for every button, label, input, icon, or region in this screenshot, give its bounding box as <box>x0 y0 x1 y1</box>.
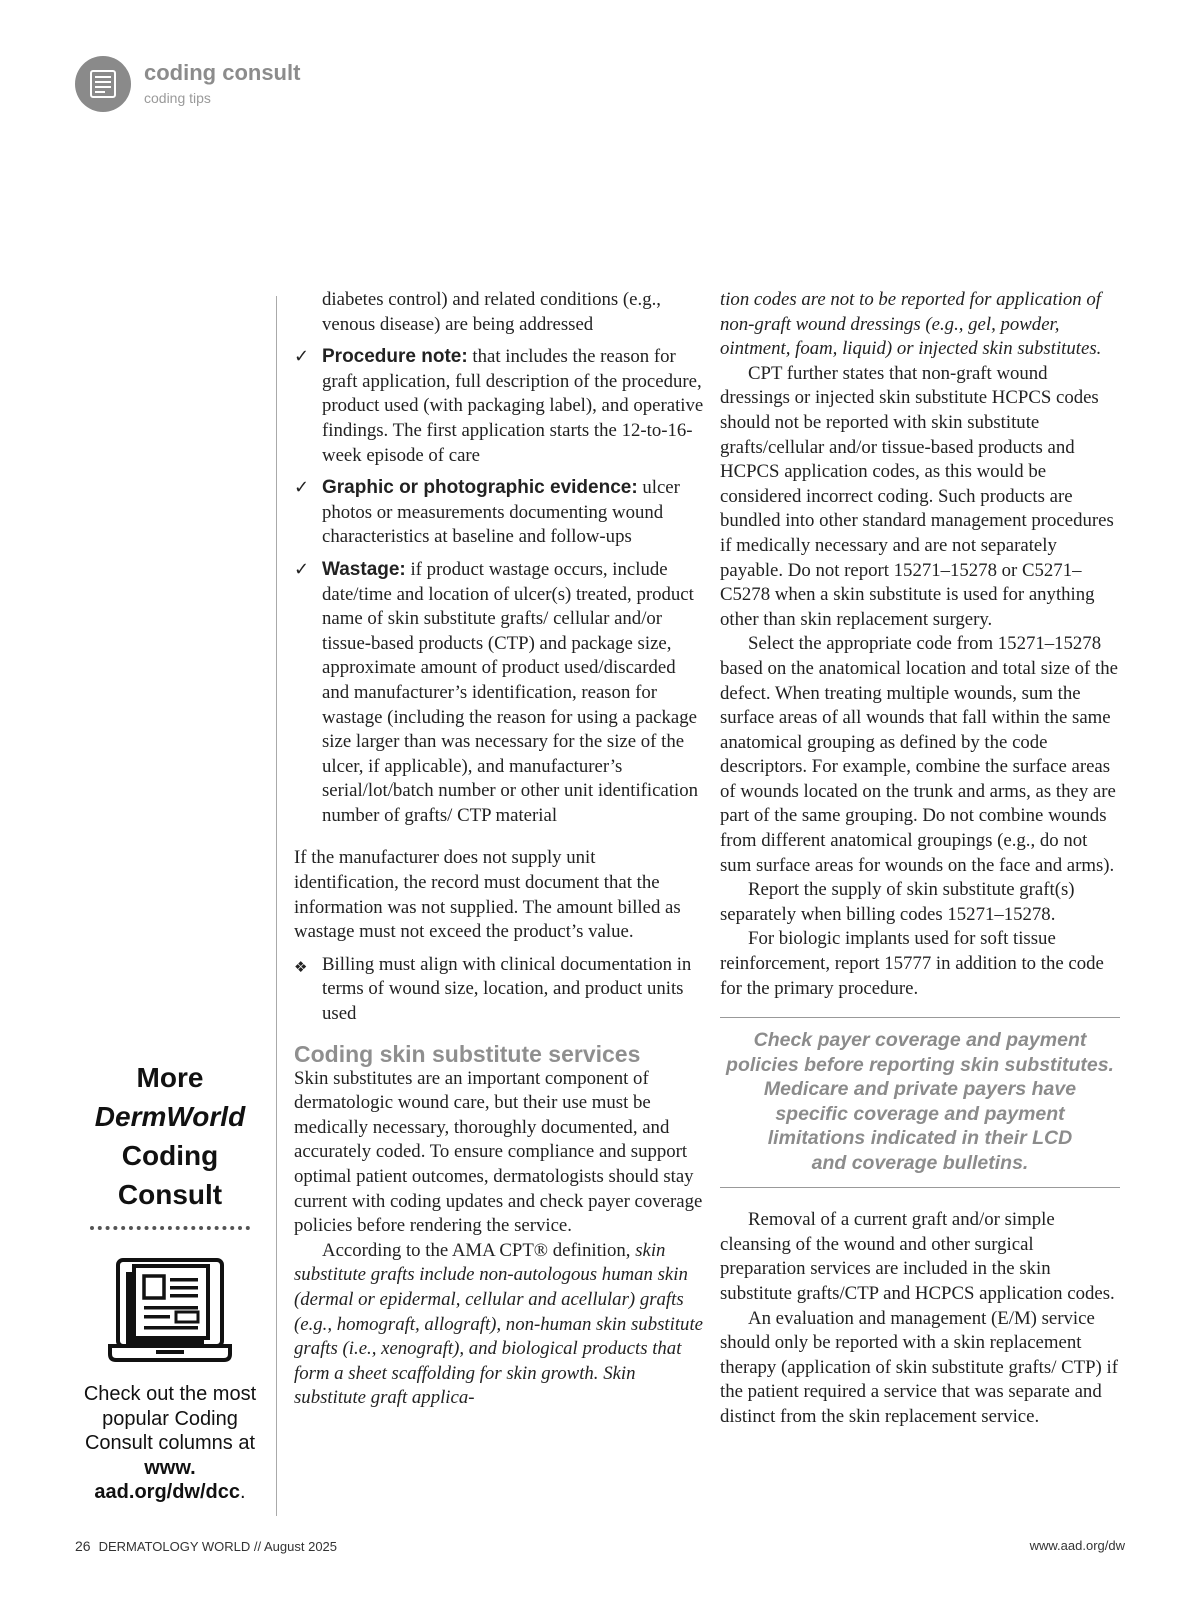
pull-quote: Check payer coverage and payment policies before reporting skin substitutes. Medicare and private payers have specific coverage and payment limitations indicated in their LCD and coverage bulletins. <box>720 1017 1120 1188</box>
page-footer-left <box>75 1538 337 1554</box>
continued-text: diabetes control) and related conditions (e.g., venous disease) are being addressed <box>322 289 661 335</box>
body-paragraph: Removal of a current graft and/or simple cleansing of the wound and other surgical preparation services are included in the skin substitute grafts/CTP and HCPCS application codes. <box>720 1209 1115 1304</box>
sidebar-promo <box>75 1058 265 1505</box>
sidebar-heading: More DermWorld Coding Consult <box>94 1062 246 1210</box>
body-paragraph: If the manufacturer does not supply unit identification, the record must document that the information was not supplied. The amount billed as wastage must not exceed the product’s value. <box>294 847 681 943</box>
dotted-divider <box>90 1226 250 1230</box>
vertical-divider <box>276 296 277 1516</box>
document-icon <box>90 70 116 98</box>
checkmark-icon: ✓ <box>294 558 310 580</box>
body-paragraph: Skin substitutes are an important component of dermatologic wound care, but their use must be medically necessary, thoroughly documented, and accurately coded. To ensure compliance and support optimal patient outcomes, dermatologists should stay current with coding updates and check payer coverage policies before rendering the service. <box>294 1067 703 1237</box>
diamond-bullet-icon: ❖ <box>294 957 308 976</box>
publication-name: DERMATOLOGY WORLD // August 2025 <box>98 1539 338 1554</box>
bullet-item: ❖ Billing must align with clinical documentation in terms of wound size, location, and product units used <box>294 953 692 1025</box>
page-number: 26 <box>75 1538 91 1554</box>
body-paragraph: According to the AMA CPT® definition, skin substitute grafts include non-autologous human skin (dermal or epidermal, cellular and acellular) grafts (e.g., homograft, allograft), non-human skin substitute grafts (i.e., xenograft), and biological products that form a sheet scaffolding for skin growth. Skin substitute graft applica- <box>294 1239 703 1409</box>
checklist-item: ✓ Graphic or photographic evidence: ulcer photos or measurements documenting wound characteristics at baseline and follow-ups <box>294 477 680 548</box>
subheading: Coding skin substitute services <box>294 1040 641 1067</box>
checkmark-icon: ✓ <box>294 346 310 368</box>
section-subtitle: coding tips <box>144 90 211 106</box>
section-badge <box>75 56 131 112</box>
checklist-item: ✓ Procedure note: that includes the reason for graft application, full description of the procedure, product used (with packaging label), and operative findings. The first application starts the 12-to-16-week episode of care <box>294 346 704 466</box>
body-paragraph: Report the supply of skin substitute graft(s) separately when billing codes 15271–15278. <box>720 879 1075 925</box>
body-paragraph: For biologic implants used for soft tissue reinforcement, report 15777 in addition to the code for the primary procedure. <box>720 928 1104 999</box>
laptop-article-icon <box>108 1254 232 1366</box>
body-paragraph: CPT further states that non-graft wound dressings or injected skin substitute HCPCS codes should not be reported with skin substitute grafts/cellular and/or tissue-based products and HCPCS application codes, as this would be considered incorrect coding. Such products are bundled into other standard management procedures if medically necessary and are not separately payable. Do not report 15271–15278 or C5271–C5278 when a skin substitute is used for anything other than skin replacement surgery. <box>720 362 1114 630</box>
body-paragraph: Select the appropriate code from 15271–15278 based on the anatomical location and total size of the defect. When treating multiple wounds, sum the surface areas of all wounds that fall within the same anatomical grouping as defined by the code descriptors. For example, combine the surface areas of wounds located on the trunk and arms, as they are part of the same grouping. Do not combine wounds from different anatomical groupings (e.g., do not sum surface areas for wounds on the face and arms). <box>720 633 1118 876</box>
body-paragraph: An evaluation and management (E/M) service should only be reported with a skin replacement therapy (application of skin substitute grafts/ CTP) if the patient required a service that was separate and distinct from the skin replacement service. <box>720 1307 1118 1427</box>
sidebar-link[interactable]: www. aad.org/dw/dcc <box>94 1456 241 1503</box>
article-column-1 <box>294 288 704 1411</box>
article-column-2 <box>720 288 1120 1430</box>
section-title: coding consult <box>144 60 301 85</box>
footer-url[interactable]: www.aad.org/dw <box>1029 1538 1125 1553</box>
sidebar-text: Check out the most popular Coding Consult columns at www. aad.org/dw/dcc. <box>83 1383 257 1503</box>
checklist-item: ✓ Wastage: if product wastage occurs, include date/time and location of ulcer(s) treated, product name of skin substitute grafts/ cellular and/or tissue-based products (CTP) and package size, approximate amount of product used/discarded and manufacturer’s identification, reason for wastage (including the reason for using a package size larger than was necessary for the size of the ulcer, if applicable), and manufacturer’s serial/lot/batch number or other unit identification number of grafts/ CTP material <box>294 558 699 826</box>
continued-italic-text: tion codes are not to be reported for application of non-graft wound dressings (e.g., gel, powder, ointment, foam, liquid) or injected skin substitutes. <box>720 289 1102 360</box>
checkmark-icon: ✓ <box>294 477 310 499</box>
